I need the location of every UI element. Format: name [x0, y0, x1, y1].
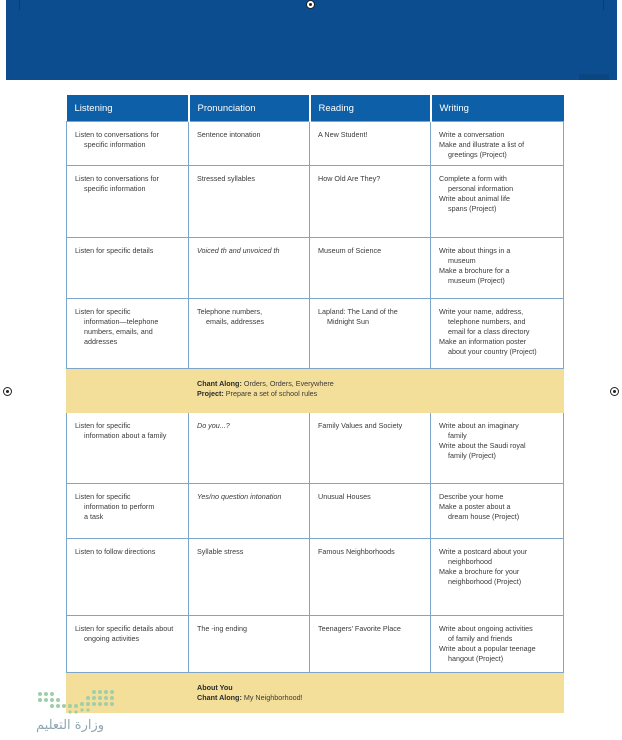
writing-cell: Describe your home Make a poster about a dream house (Project): [431, 484, 564, 539]
chant-label: Chant Along:: [197, 379, 242, 388]
project-label: Project:: [197, 389, 224, 398]
chant-along-band: [67, 369, 564, 413]
dots-pattern-icon: [36, 688, 116, 714]
writing-cell: Complete a form with personal information Write about animal life spans (Project): [431, 166, 564, 238]
chant-text: My Neighborhood!: [243, 693, 303, 702]
table-row: [67, 484, 564, 539]
table-row: [67, 539, 564, 616]
project-text: Prepare a set of school rules: [225, 389, 318, 398]
about-you-band: [67, 673, 564, 713]
writing-cell: Write about ongoing activities of family and friends Write about a popular teenage hangout (Project): [431, 616, 564, 673]
registration-mark-icon: [306, 0, 315, 9]
reading-cell: How Old Are They?: [310, 166, 431, 238]
band-cell: [67, 369, 564, 413]
header-writing: Writing: [431, 95, 564, 122]
listening-cell: Listen for specific information to perform a task: [67, 484, 189, 539]
pronunciation-cell: Voiced th and unvoiced th: [189, 238, 310, 299]
registration-mark-icon: [3, 387, 12, 396]
chant-text: Orders, Orders, Everywhere: [243, 379, 334, 388]
reading-cell: Teenagers' Favorite Place: [310, 616, 431, 673]
crop-mark: [603, 0, 604, 10]
banner-tab: [579, 74, 609, 80]
listening-cell: Listen for specific details about ongoing activities: [67, 616, 189, 673]
writing-cell: Write a postcard about your neighborhood Make a brochure for your neighborhood (Project): [431, 539, 564, 616]
writing-cell: Write about things in a museum Make a brochure for a museum (Project): [431, 238, 564, 299]
chant-label: Chant Along:: [197, 693, 242, 702]
pronunciation-cell: Sentence intonation: [189, 122, 310, 166]
writing-cell: Write your name, address, telephone numbers, and email for a class directory Make an information poster about your country (Project): [431, 299, 564, 369]
header-listening: Listening: [67, 95, 189, 122]
table-row: [67, 616, 564, 673]
table-header-row: [67, 95, 564, 122]
pronunciation-cell: The -ing ending: [189, 616, 310, 673]
table-row: [67, 413, 564, 484]
scope-sequence-table: [66, 95, 564, 713]
listening-cell: Listen to conversations for specific information: [67, 122, 189, 166]
writing-cell: Write a conversation Make and illustrate a list of greetings (Project): [431, 122, 564, 166]
reading-cell: Lapland: The Land of the Midnight Sun: [310, 299, 431, 369]
crop-mark: [19, 0, 20, 10]
pronunciation-cell: Do you...?: [189, 413, 310, 484]
table-row: [67, 238, 564, 299]
listening-cell: Listen for specific details: [67, 238, 189, 299]
reading-cell: Museum of Science: [310, 238, 431, 299]
table-row: [67, 122, 564, 166]
header-reading: Reading: [310, 95, 431, 122]
ministry-logo: [36, 688, 116, 738]
registration-mark-icon: [610, 387, 619, 396]
listening-cell: Listen to conversations for specific information: [67, 166, 189, 238]
band-cell: [67, 673, 564, 713]
listening-cell: Listen to follow directions: [67, 539, 189, 616]
header-pronunciation: Pronunciation: [189, 95, 310, 122]
listening-cell: Listen for specific information about a family: [67, 413, 189, 484]
table-row: [67, 166, 564, 238]
pronunciation-cell: Yes/no question intonation: [189, 484, 310, 539]
reading-cell: Unusual Houses: [310, 484, 431, 539]
reading-cell: A New Student!: [310, 122, 431, 166]
listening-cell: Listen for specific information—telephone numbers, emails, and addresses: [67, 299, 189, 369]
pronunciation-cell: Syllable stress: [189, 539, 310, 616]
table-row: [67, 299, 564, 369]
pronunciation-cell: Telephone numbers, emails, addresses: [189, 299, 310, 369]
writing-cell: Write about an imaginary family Write about the Saudi royal family (Project): [431, 413, 564, 484]
reading-cell: Famous Neighborhoods: [310, 539, 431, 616]
top-banner: [6, 0, 617, 80]
logo-text: وزارة التعليم: [36, 718, 105, 733]
about-you-label: About You: [197, 683, 233, 692]
reading-cell: Family Values and Society: [310, 413, 431, 484]
pronunciation-cell: Stressed syllables: [189, 166, 310, 238]
